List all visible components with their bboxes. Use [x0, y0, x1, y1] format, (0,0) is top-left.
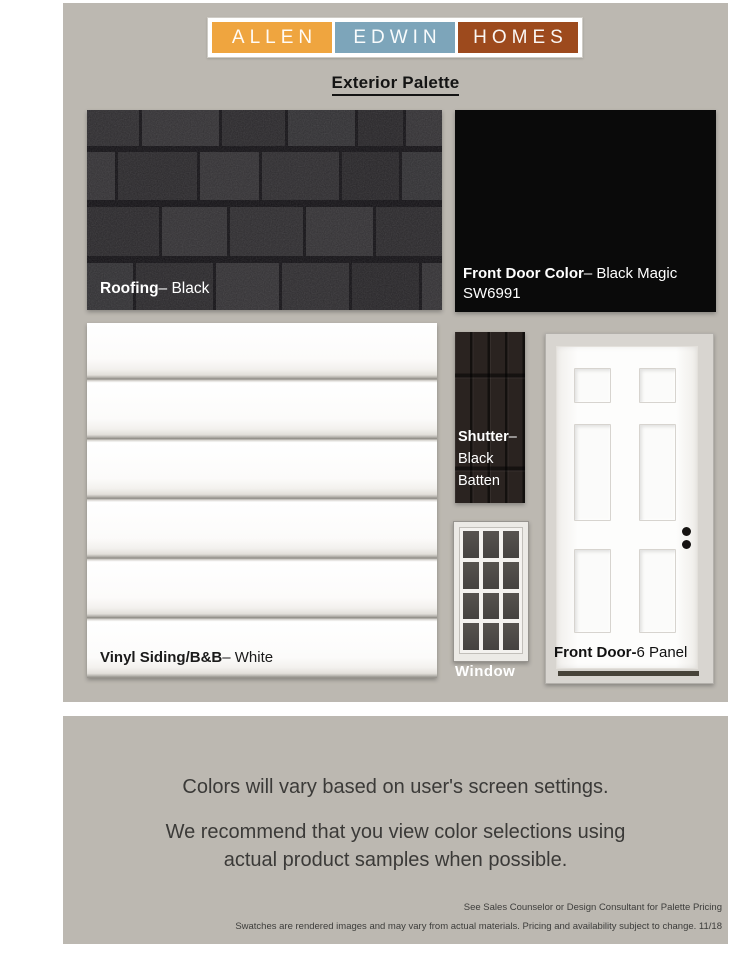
- roofing-swatch: [87, 110, 442, 310]
- window-pane: [503, 531, 519, 558]
- disclaimer-line1: Colors will vary based on user's screen settings.: [182, 776, 609, 798]
- window-pane: [483, 531, 499, 558]
- disclaimer-panel: [63, 716, 728, 944]
- allen-edwin-homes-logo: [207, 17, 583, 58]
- front-door-label-bold: Front Door-: [554, 644, 637, 661]
- door-panel: [574, 424, 611, 521]
- fine-print-line2: Swatches are rendered images and may vary from actual materials. Pricing and availability subject to change. 11/18: [235, 921, 722, 932]
- page-title: Exterior Palette: [332, 73, 460, 96]
- front-door-label-rest: 6 Panel: [636, 644, 688, 661]
- front-door-color-label-rest: – Black Magic: [583, 265, 678, 282]
- disclaimer-line2: [63, 818, 728, 874]
- door-panel: [574, 549, 611, 633]
- window-pane: [463, 623, 479, 650]
- front-door-color-code: SW6991: [463, 285, 521, 302]
- front-door-label: [554, 644, 687, 661]
- window-swatch: [453, 521, 529, 662]
- door-panel: [639, 368, 676, 403]
- logo-block-homes: HOMES: [458, 22, 578, 53]
- roofing-label: [100, 280, 209, 298]
- window-pane: [483, 623, 499, 650]
- window-pane: [463, 531, 479, 558]
- vinyl-siding-label-bold: Vinyl Siding/B&B: [100, 649, 223, 666]
- window-pane: [503, 593, 519, 620]
- front-door-color-line1: [463, 264, 677, 284]
- door-panel: [639, 549, 676, 633]
- window-frame: [459, 527, 523, 654]
- disclaimer-line2a: We recommend that you view color selections using: [165, 821, 626, 843]
- window-pane: [503, 562, 519, 589]
- logo-block-allen: ALLEN: [212, 22, 332, 53]
- window-pane: [483, 593, 499, 620]
- title-wrap: [63, 73, 728, 96]
- front-door-color-label-bold: Front Door Color: [463, 265, 584, 282]
- roofing-label-rest: – Black: [158, 280, 210, 297]
- shutter-label-line1: [458, 426, 517, 448]
- door-panel: [639, 424, 676, 521]
- logo-block-edwin: EDWIN: [335, 22, 455, 53]
- front-door-color-swatch: [455, 110, 716, 312]
- shutter-label-dash: –: [508, 429, 517, 445]
- front-door-swatch: [545, 333, 714, 684]
- vinyl-siding-label-rest: – White: [222, 649, 274, 666]
- window-pane: [463, 562, 479, 589]
- door-panel: [574, 368, 611, 403]
- door-threshold: [558, 671, 699, 676]
- shutter-label: [458, 426, 517, 492]
- window-pane: [503, 623, 519, 650]
- roofing-label-bold: Roofing: [100, 280, 159, 297]
- deadbolt-icon: [682, 527, 691, 536]
- window-pane: [483, 562, 499, 589]
- vinyl-siding-swatch: [87, 323, 437, 678]
- shutter-label-line3: Batten: [458, 473, 500, 489]
- shutter-label-line2: Black: [458, 451, 494, 467]
- vinyl-siding-label: [100, 649, 273, 666]
- front-door-color-label: [463, 264, 677, 304]
- fine-print: [235, 898, 722, 936]
- door-knob-icon: [682, 540, 691, 549]
- window-label: Window: [455, 663, 516, 680]
- window-pane-grid: [463, 531, 519, 650]
- disclaimer-line2b: actual product samples when possible.: [223, 849, 568, 871]
- fine-print-line1: See Sales Counselor or Design Consultant for Palette Pricing: [463, 902, 722, 913]
- window-pane: [463, 593, 479, 620]
- shutter-label-bold: Shutter: [458, 429, 509, 445]
